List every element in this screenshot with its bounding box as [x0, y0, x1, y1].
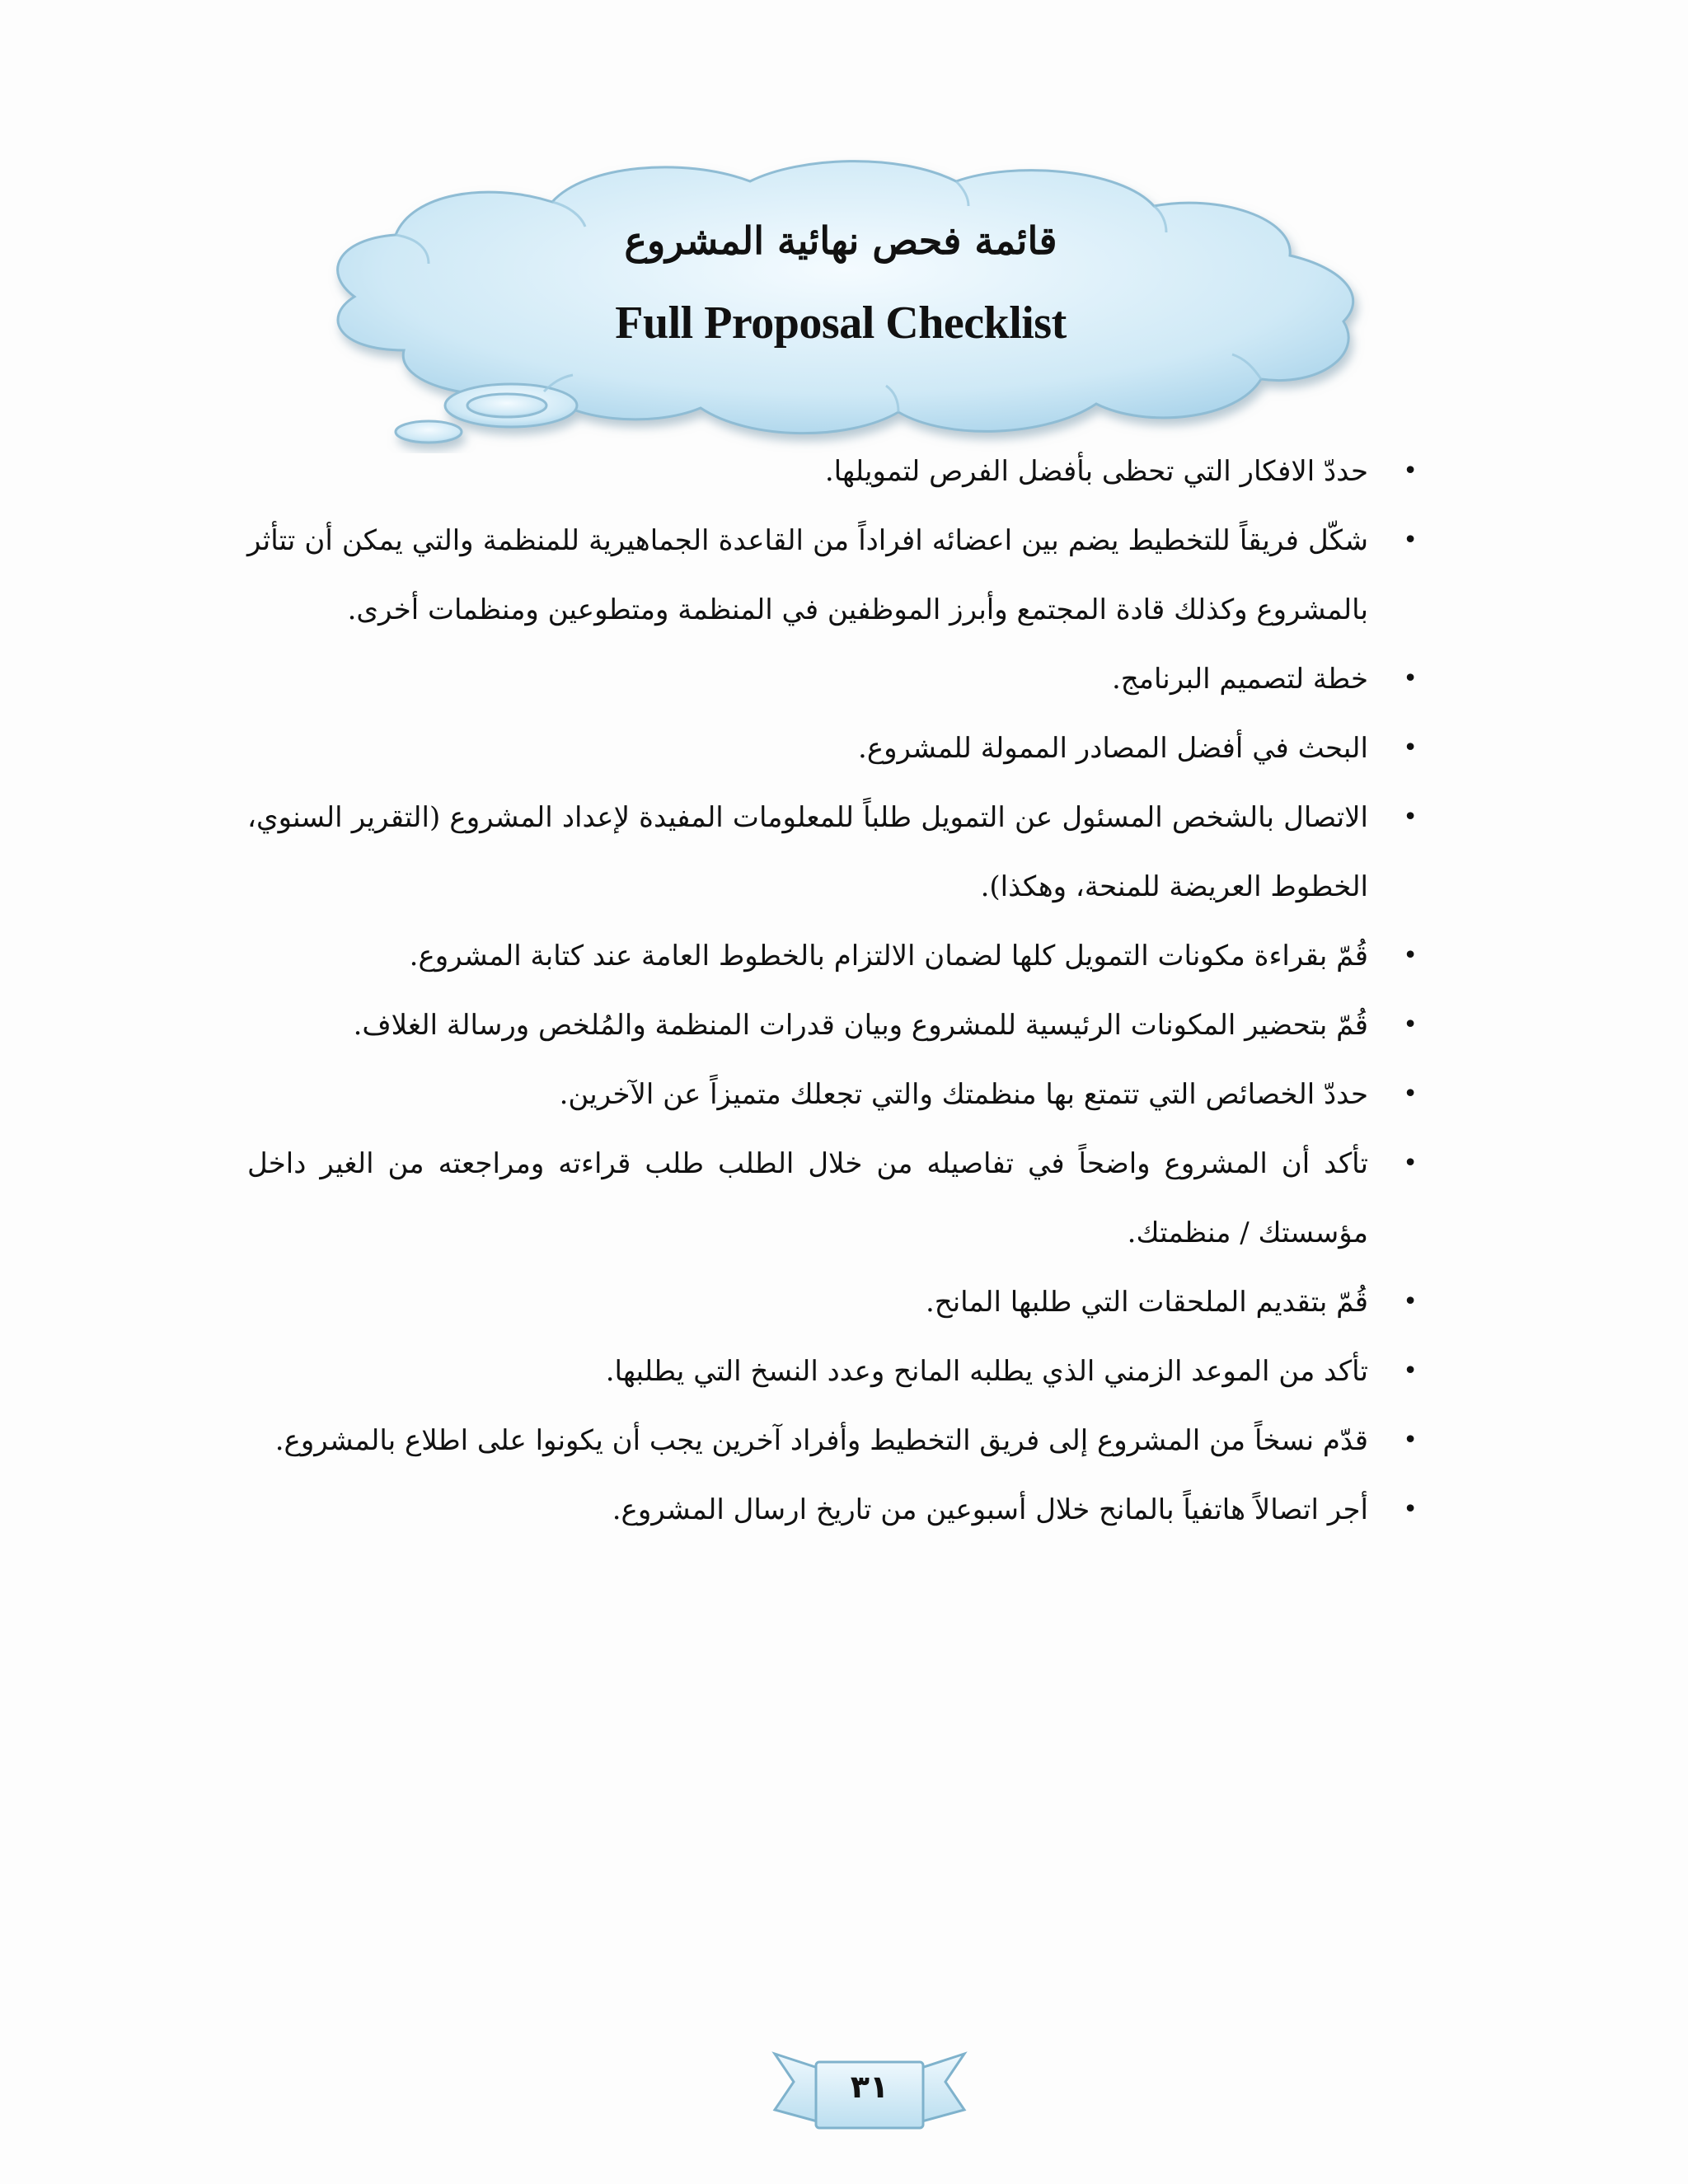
- list-item: [247, 783, 1418, 921]
- page-title-english: Full Proposal Checklist: [615, 298, 1067, 349]
- list-item-text: قُمّ بقراءة مكونات التمويل كلها لضمان الالتزام بالخطوط العامة عند كتابة المشروع.: [409, 940, 1368, 972]
- list-item: [247, 1268, 1418, 1337]
- list-item: [247, 714, 1418, 783]
- list-item-text: تأكد أن المشروع واضحاً في تفاصيله من خلال الطلب طلب قراءته ومراجعته من الغير داخل مؤسستك / منظمتك.: [247, 1147, 1368, 1249]
- bullet-icon: •: [1403, 1010, 1418, 1039]
- bullet-icon: •: [1403, 664, 1418, 693]
- list-item: [247, 437, 1418, 506]
- bullet-icon: •: [1403, 1426, 1418, 1455]
- list-item-text: شكّل فريقاً للتخطيط يضم بين اعضائه افراداً من القاعدة الجماهيرية للمنظمة والتي يمكن أن تتأثر بالمشروع وكذلك قادة المجتمع وأبرز الموظفين في المنظمة ومتطوعين ومنظمات أخرى.: [247, 524, 1368, 626]
- list-item: [247, 1060, 1418, 1129]
- page-number-ribbon: [771, 2044, 968, 2135]
- list-item-text: أجر اتصالاً هاتفياً بالمانح خلال أسبوعين من تاريخ ارسال المشروع.: [612, 1493, 1368, 1526]
- list-item: [247, 1475, 1418, 1544]
- list-item: [247, 1406, 1418, 1475]
- bullet-icon: •: [1403, 526, 1418, 555]
- page-number: ٣١: [850, 2069, 889, 2105]
- bullet-icon: •: [1403, 1357, 1418, 1385]
- list-item-text: قُمّ بتقديم الملحقات التي طلبها المانح.: [925, 1286, 1368, 1319]
- list-item: [247, 991, 1418, 1060]
- header-cloud: [305, 157, 1376, 453]
- list-item-text: الاتصال بالشخص المسئول عن التمويل طلباً للمعلومات المفيدة لإعداد المشروع (التقرير السنوي، الخطوط العريضة للمنحة، وهكذا).: [247, 801, 1368, 903]
- list-item: [247, 1337, 1418, 1406]
- list-item-text: خطة لتصميم البرنامج.: [1111, 663, 1368, 696]
- list-item-text: قُمّ بتحضير المكونات الرئيسية للمشروع وبيان قدرات المنظمة والمُلخص ورسالة الغلاف.: [353, 1009, 1368, 1042]
- list-item: [247, 506, 1418, 644]
- page-title-arabic: قائمة فحص نهائية المشروع: [624, 218, 1057, 263]
- list-item-text: البحث في أفضل المصادر الممولة للمشروع.: [858, 732, 1368, 765]
- bullet-icon: •: [1403, 941, 1418, 970]
- bullet-icon: •: [1403, 457, 1418, 485]
- list-item-text: قدّم نسخاً من المشروع إلى فريق التخطيط وأفراد آخرين يجب أن يكونوا على اطلاع بالمشروع.: [274, 1424, 1368, 1457]
- list-item: [247, 921, 1418, 991]
- list-item: [247, 644, 1418, 714]
- checklist: [247, 437, 1418, 1544]
- bullet-icon: •: [1403, 1080, 1418, 1108]
- bullet-icon: •: [1403, 1149, 1418, 1178]
- list-item-text: حددّ الخصائص التي تتمتع بها منظمتك والتي تجعلك متميزاً عن الآخرين.: [559, 1078, 1368, 1111]
- bullet-icon: •: [1403, 803, 1418, 832]
- bullet-icon: •: [1403, 1495, 1418, 1524]
- list-item-text: تأكد من الموعد الزمني الذي يطلبه المانح وعدد النسخ التي يطلبها.: [605, 1355, 1368, 1388]
- bullet-icon: •: [1403, 1287, 1418, 1316]
- bullet-icon: •: [1403, 733, 1418, 762]
- list-item: [247, 1129, 1418, 1268]
- list-item-text: حددّ الافكار التي تحظى بأفضل الفرص لتمويلها.: [824, 455, 1368, 488]
